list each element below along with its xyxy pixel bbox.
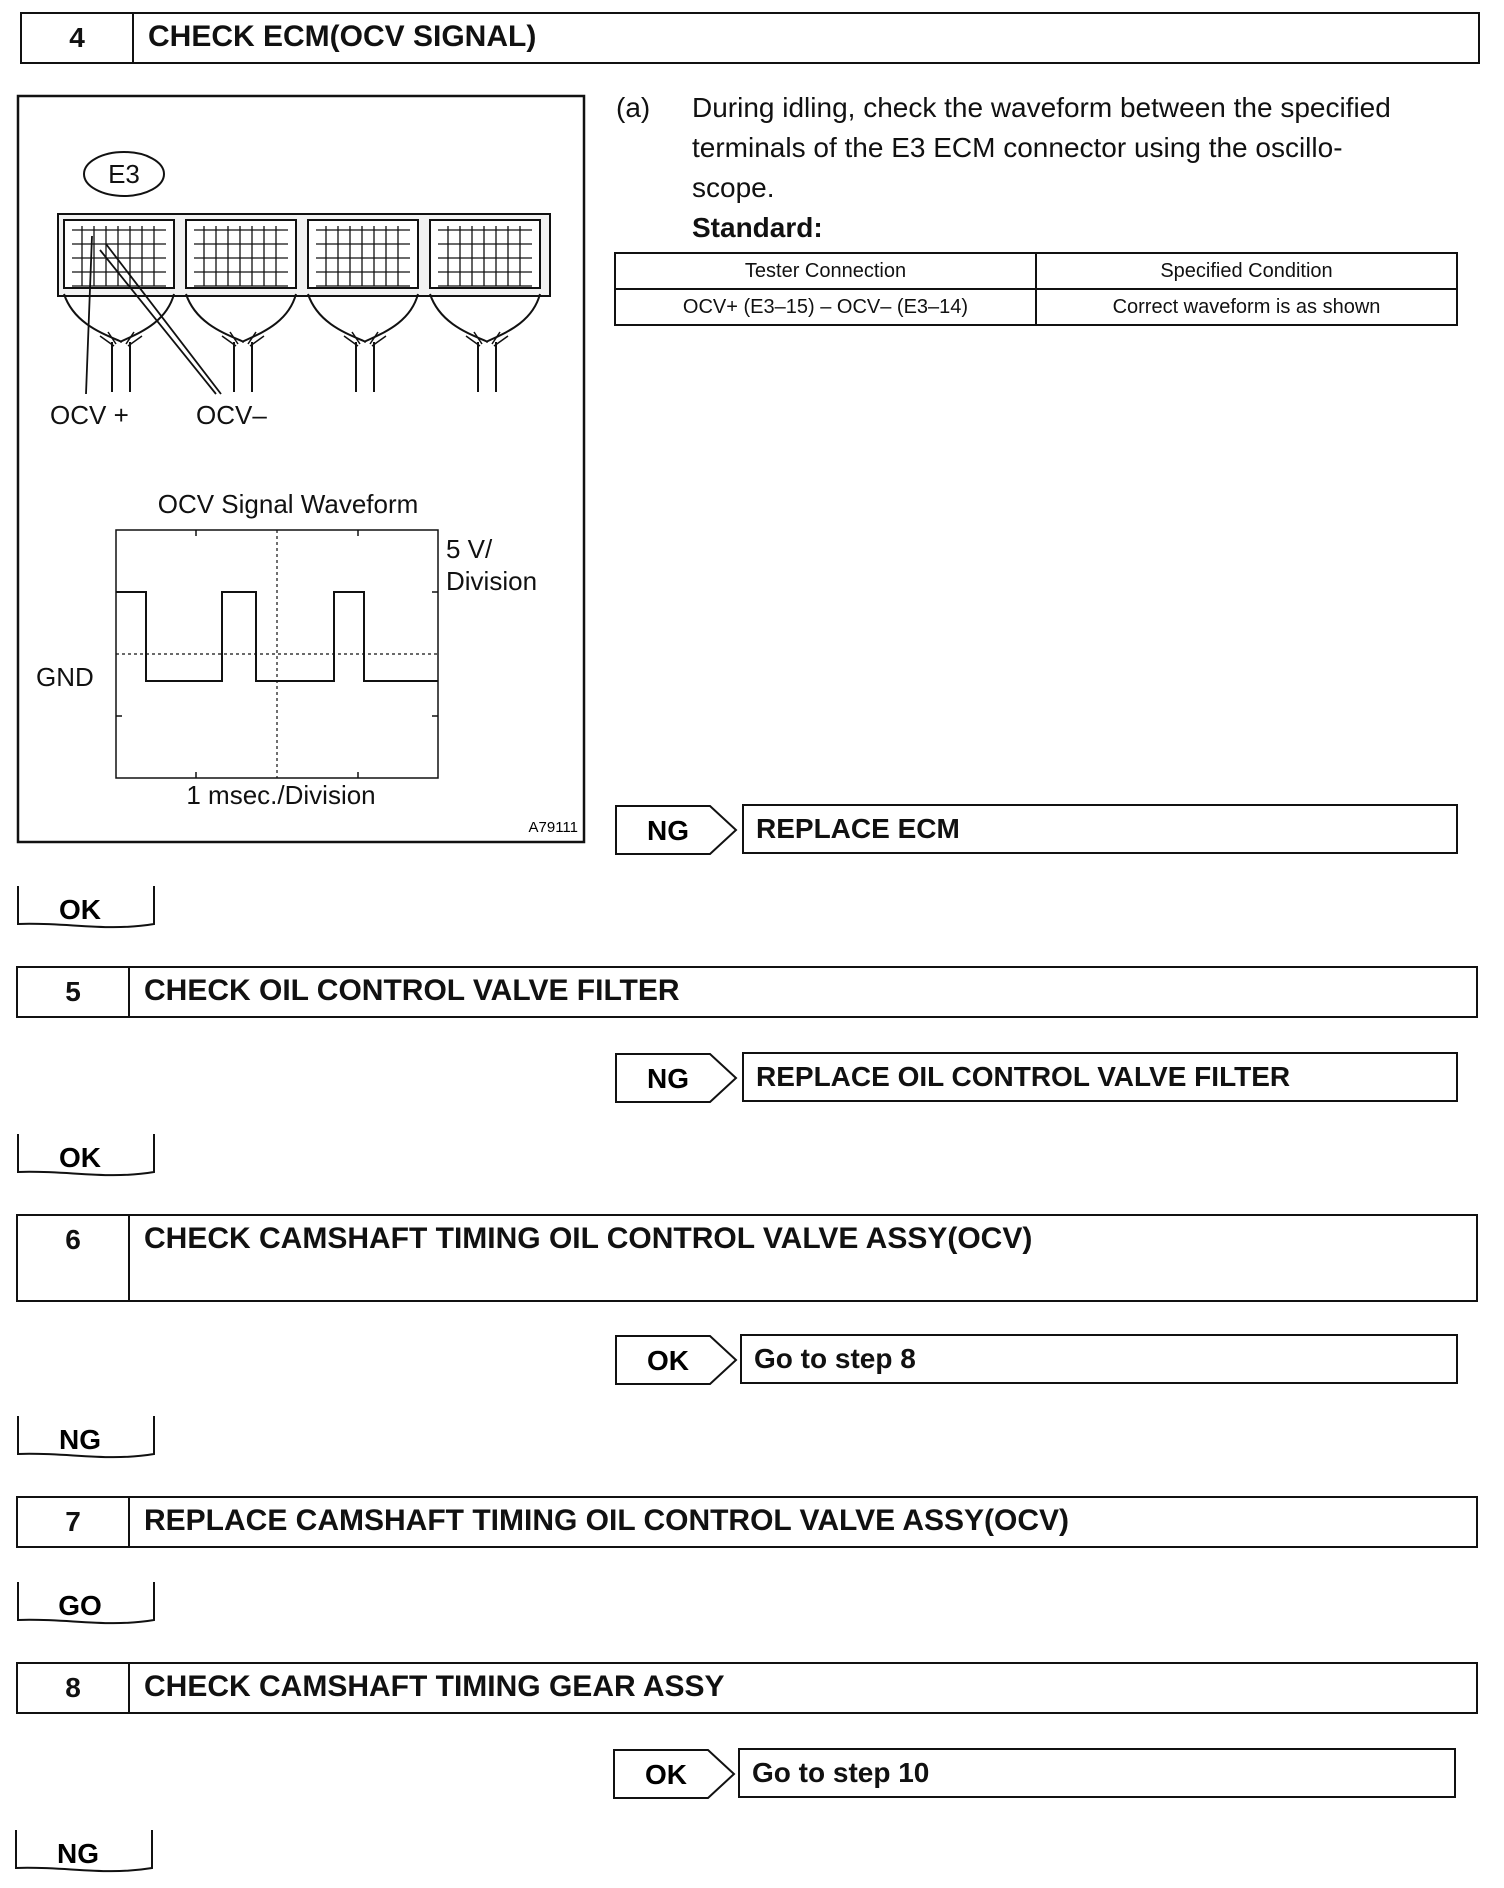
go-label: GO	[58, 1590, 102, 1621]
ng-arrow-tag	[614, 1052, 740, 1104]
ng-flow-tag	[16, 1414, 156, 1466]
step-8-header	[16, 1662, 1478, 1714]
ok-flow-tag	[16, 884, 156, 936]
volt-div-line1: 5 V/	[446, 534, 493, 564]
result-text: REPLACE ECM	[756, 813, 960, 844]
figure-id: A79111	[528, 819, 578, 836]
table-header-row	[615, 253, 1457, 289]
time-div-label: 1 msec./Division	[186, 780, 376, 810]
ok-arrow-tag	[614, 1334, 740, 1386]
ok-arrow-tag	[612, 1748, 738, 1800]
step-number: 6	[18, 1216, 130, 1300]
go-flow-tag	[16, 1580, 156, 1632]
step-4-header	[20, 12, 1480, 64]
result-go-to-step-10[interactable]	[738, 1748, 1456, 1798]
result-replace-ecm	[742, 804, 1458, 854]
instruction-line: terminals of the E3 ECM connector using the oscillo-	[692, 132, 1343, 163]
table-row	[615, 289, 1457, 325]
step-number: 4	[22, 14, 134, 62]
result-go-to-step-8[interactable]	[740, 1334, 1458, 1384]
ok-label: OK	[647, 1345, 689, 1376]
ok-flow-tag	[16, 1132, 156, 1184]
ng-arrow-tag	[614, 804, 740, 856]
standard-table	[614, 252, 1458, 326]
ng-label: NG	[57, 1838, 99, 1869]
waveform-title: OCV Signal Waveform	[157, 489, 419, 519]
step-number: 8	[18, 1664, 130, 1712]
step-7-header	[16, 1496, 1478, 1548]
connector-label: E3	[108, 159, 140, 189]
result-text: Go to step 10	[752, 1757, 930, 1788]
connector-waveform-figure	[16, 94, 586, 846]
step-title: REPLACE CAMSHAFT TIMING OIL CONTROL VALVE ASSY(OCV)	[144, 1504, 1070, 1537]
instruction-line: During idling, check the waveform between the specified	[692, 92, 1391, 123]
ng-label: NG	[59, 1424, 101, 1455]
result-replace-filter	[742, 1052, 1458, 1102]
ok-label: OK	[59, 894, 101, 925]
step-title: CHECK CAMSHAFT TIMING OIL CONTROL VALVE ASSY(OCV)	[144, 1222, 1033, 1255]
instruction-marker: (a)	[616, 92, 651, 123]
ng-label: NG	[647, 815, 689, 846]
ng-flow-tag	[14, 1828, 154, 1880]
table-header: Specified Condition	[1036, 253, 1457, 289]
table-cell: OCV+ (E3–15) – OCV– (E3–14)	[615, 289, 1036, 325]
table-cell: Correct waveform is as shown	[1036, 289, 1457, 325]
ocv-plus-label: OCV +	[50, 400, 129, 430]
volt-div-line2: Division	[446, 566, 538, 596]
result-text: Go to step 8	[754, 1343, 916, 1374]
step-title: CHECK OIL CONTROL VALVE FILTER	[144, 974, 680, 1007]
step-5-header	[16, 966, 1478, 1018]
instruction-text	[692, 88, 1480, 208]
ok-label: OK	[645, 1759, 687, 1790]
instruction-line: scope.	[692, 172, 775, 203]
ocv-minus-label: OCV–	[196, 400, 267, 430]
step-title: CHECK CAMSHAFT TIMING GEAR ASSY	[144, 1670, 725, 1703]
step-number: 7	[18, 1498, 130, 1546]
gnd-label: GND	[36, 662, 94, 692]
step-number: 5	[18, 968, 130, 1016]
ok-label: OK	[59, 1142, 101, 1173]
step-6-header	[16, 1214, 1478, 1302]
ng-label: NG	[647, 1063, 689, 1094]
table-header: Tester Connection	[615, 253, 1036, 289]
step-title: CHECK ECM(OCV SIGNAL)	[148, 20, 537, 53]
result-text: REPLACE OIL CONTROL VALVE FILTER	[756, 1061, 1291, 1092]
standard-label: Standard:	[692, 212, 823, 243]
